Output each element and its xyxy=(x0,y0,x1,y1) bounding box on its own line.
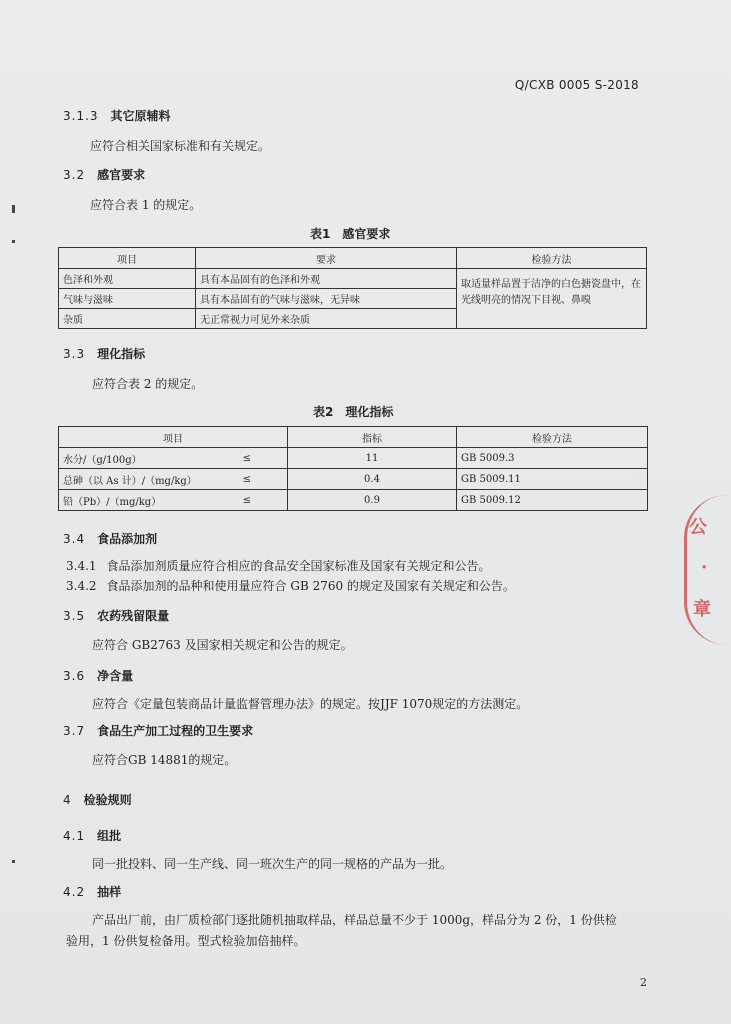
section-3-7-heading: 3.7 食品生产加工过程的卫生要求 xyxy=(63,724,254,738)
table-row xyxy=(59,448,648,469)
section-3-6-text: 应符合《定量包装商品计量监督管理办法》的规定。按JJF 1070规定的方法测定。 xyxy=(92,697,529,711)
section-3-1-3-heading: 3.1.3 其它原辅料 xyxy=(63,109,171,123)
col-header-item: 项目 xyxy=(59,427,288,448)
table-cell: 总砷（以 As 计）/（mg/kg） xyxy=(59,469,239,490)
sensory-table xyxy=(58,247,647,329)
standard-code: Q/CXB 0005 S-2018 xyxy=(514,78,639,92)
table-row xyxy=(59,269,647,289)
table-row xyxy=(59,490,648,511)
table-cell: 气味与滋味 xyxy=(59,289,196,309)
table-cell: ≤ xyxy=(239,469,288,490)
col-header-requirement: 要求 xyxy=(196,248,457,269)
section-3-1-3-text: 应符合相关国家标准和有关规定。 xyxy=(90,139,271,153)
col-header-method: 检验方法 xyxy=(457,248,647,269)
table-cell: GB 5009.11 xyxy=(457,469,648,490)
scan-mark xyxy=(12,240,15,243)
section-3-5-text: 应符合 GB2763 及国家相关规定和公告的规定。 xyxy=(92,638,353,652)
section-4-1-text: 同一批投料、同一生产线、同一班次生产的同一规格的产品为一批。 xyxy=(92,857,453,871)
table-cell: 具有本品固有的气味与滋味，无异味 xyxy=(196,289,457,309)
table-cell: ≤ xyxy=(239,490,288,511)
section-3-2-text: 应符合表 1 的规定。 xyxy=(90,198,202,212)
table-cell: ≤ xyxy=(239,448,288,469)
table-cell: 无正常视力可见外来杂质 xyxy=(196,309,457,329)
section-3-5-heading: 3.5 农药残留限量 xyxy=(63,609,170,623)
section-3-2-heading: 3.2 感官要求 xyxy=(63,168,146,182)
scan-mark xyxy=(12,860,15,863)
table-cell: 色泽和外观 xyxy=(59,269,196,289)
seal-stamp: 公 · 章 xyxy=(684,495,727,645)
scan-mark xyxy=(12,205,15,213)
section-4-2-heading: 4.2 抽样 xyxy=(63,885,122,899)
section-3-4-heading: 3.4 食品添加剂 xyxy=(63,532,158,546)
section-3-4-1-text: 3.4.1 食品添加剂质量应符合相应的食品安全国家标准及国家有关规定和公告。 xyxy=(66,559,491,573)
section-3-4-2-text: 3.4.2 食品添加剂的品种和使用量应符合 GB 2760 的规定及国家有关规定和公告。 xyxy=(66,579,515,593)
table-cell: 具有本品固有的色泽和外观 xyxy=(196,269,457,289)
table-cell: 0.9 xyxy=(288,490,457,511)
table-header-row xyxy=(59,427,648,448)
section-3-3-text: 应符合表 2 的规定。 xyxy=(92,377,204,391)
table-cell: 铅（Pb）/（mg/kg） xyxy=(59,490,239,511)
page-number: 2 xyxy=(640,976,647,989)
table-cell: 水分/（g/100g） xyxy=(59,448,239,469)
table-cell: 0.4 xyxy=(288,469,457,490)
section-4-2-text-line1: 产品出厂前，由厂质检部门逐批随机抽取样品，样品总量不少于 1000g，样品分为 2 份，1 份供检 xyxy=(92,913,617,927)
table-row xyxy=(59,469,648,490)
table-cell: 杂质 xyxy=(59,309,196,329)
col-header-index: 指标 xyxy=(288,427,457,448)
table-cell: 11 xyxy=(288,448,457,469)
section-4-2-text-line2: 验用，1 份供复检备用。型式检验加倍抽样。 xyxy=(66,934,306,948)
table-cell: GB 5009.12 xyxy=(457,490,648,511)
section-3-6-heading: 3.6 净含量 xyxy=(63,669,134,683)
section-3-7-text: 应符合GB 14881的规定。 xyxy=(92,753,237,767)
physicochemical-table xyxy=(58,426,648,511)
method-cell: 取适量样品置于洁净的白色搪瓷盘中，在光线明亮的情况下目视、鼻嗅 xyxy=(457,269,647,329)
section-4-heading: 4 检验规则 xyxy=(63,793,132,807)
table-header-row xyxy=(59,248,647,269)
table-cell: GB 5009.3 xyxy=(457,448,648,469)
table1-caption: 表1 感官要求 xyxy=(310,227,391,241)
section-3-3-heading: 3.3 理化指标 xyxy=(63,347,146,361)
section-4-1-heading: 4.1 组批 xyxy=(63,829,122,843)
table2-caption: 表2 理化指标 xyxy=(313,405,394,419)
col-header-item: 项目 xyxy=(59,248,196,269)
col-header-method: 检验方法 xyxy=(457,427,648,448)
